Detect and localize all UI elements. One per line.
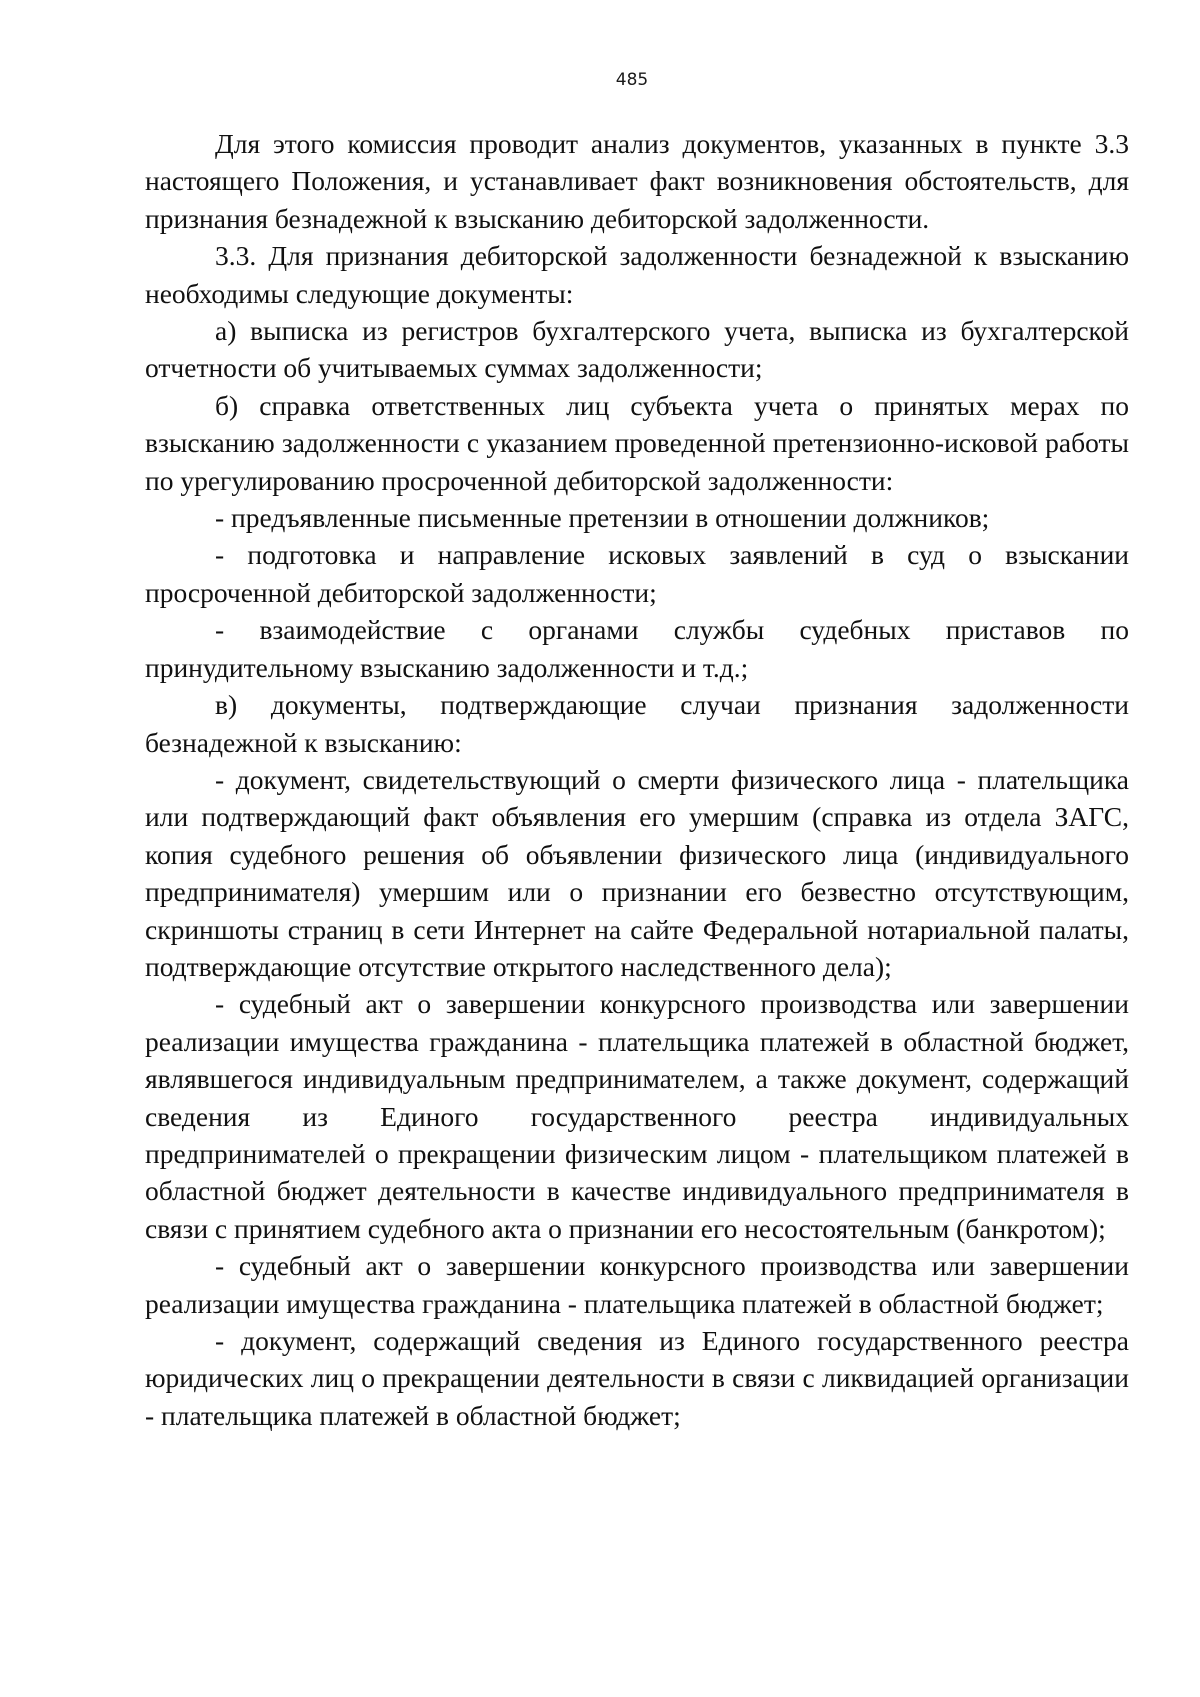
paragraph-bullet-lawsuits: - подготовка и направление исковых заявлений в суд о взыскании просроченной дебиторской задолженности; [145,539,1129,608]
paragraph-section-3-3: 3.3. Для признания дебиторской задолженности безнадежной к взысканию необходимы следующие документы: [145,240,1129,309]
paragraph-item-a: а) выписка из регистров бухгалтерского учета, выписка из бухгалтерской отчетности об учитываемых суммах задолженности; [145,315,1129,384]
paragraph-bullet-bailiffs: - взаимодействие с органами службы судебных приставов по принудительному взысканию задолженности и т.д.; [145,614,1129,683]
paragraph-bullet-bankruptcy-citizen: - судебный акт о завершении конкурсного производства или завершении реализации имущества гражданина - плательщика платежей в областной бюджет; [145,1250,1129,1319]
paragraph-commission-analysis: Для этого комиссия проводит анализ документов, указанных в пункте 3.3 настоящего Положения, и устанавливает факт возникновения обстоятельств, для признания безнадежной к взысканию дебиторской задолженности. [145,128,1129,234]
document-body [145,125,1129,1434]
paragraph-bullet-bankruptcy-entrepreneur: - судебный акт о завершении конкурсного производства или завершении реализации имущества гражданина - плательщика платежей в областной бюджет, являвшегося индивидуальным предпринимателем, а также документ, содержащий сведения из Единого государственного реестра индивидуальных предпринимателей о прекращении физическим лицом - плательщиком платежей в областной бюджет деятельности в качестве индивидуального предпринимателя в связи с принятием судебного акта о признании его несостоятельным (банкротом); [145,988,1129,1244]
paragraph-item-v: в) документы, подтверждающие случаи признания задолженности безнадежной к взысканию: [145,689,1129,758]
paragraph-bullet-liquidation: - документ, содержащий сведения из Единого государственного реестра юридических лиц о прекращении деятельности в связи с ликвидацией организации - плательщика платежей в областной бюджет; [145,1325,1129,1431]
paragraph-bullet-death: - документ, свидетельствующий о смерти физического лица - плательщика или подтверждающий факт объявления его умершим (справка из отдела ЗАГС, копия судебного решения об объявлении физического лица (индивидуального предпринимателя) умершим или о признании его безвестно отсутствующим, скриншоты страниц в сети Интернет на сайте Федеральной нотариальной палаты, подтверждающие отсутствие открытого наследственного дела); [145,763,1129,982]
paragraph-item-b: б) справка ответственных лиц субъекта учета о принятых мерах по взысканию задолженности с указанием проведенной претензионно-исковой работы по урегулированию просроченной дебиторской задолженности: [145,389,1129,496]
paragraph-bullet-claims: - предъявленные письменные претензии в отношении должников; [215,502,990,534]
page-number: 485 [615,70,649,90]
